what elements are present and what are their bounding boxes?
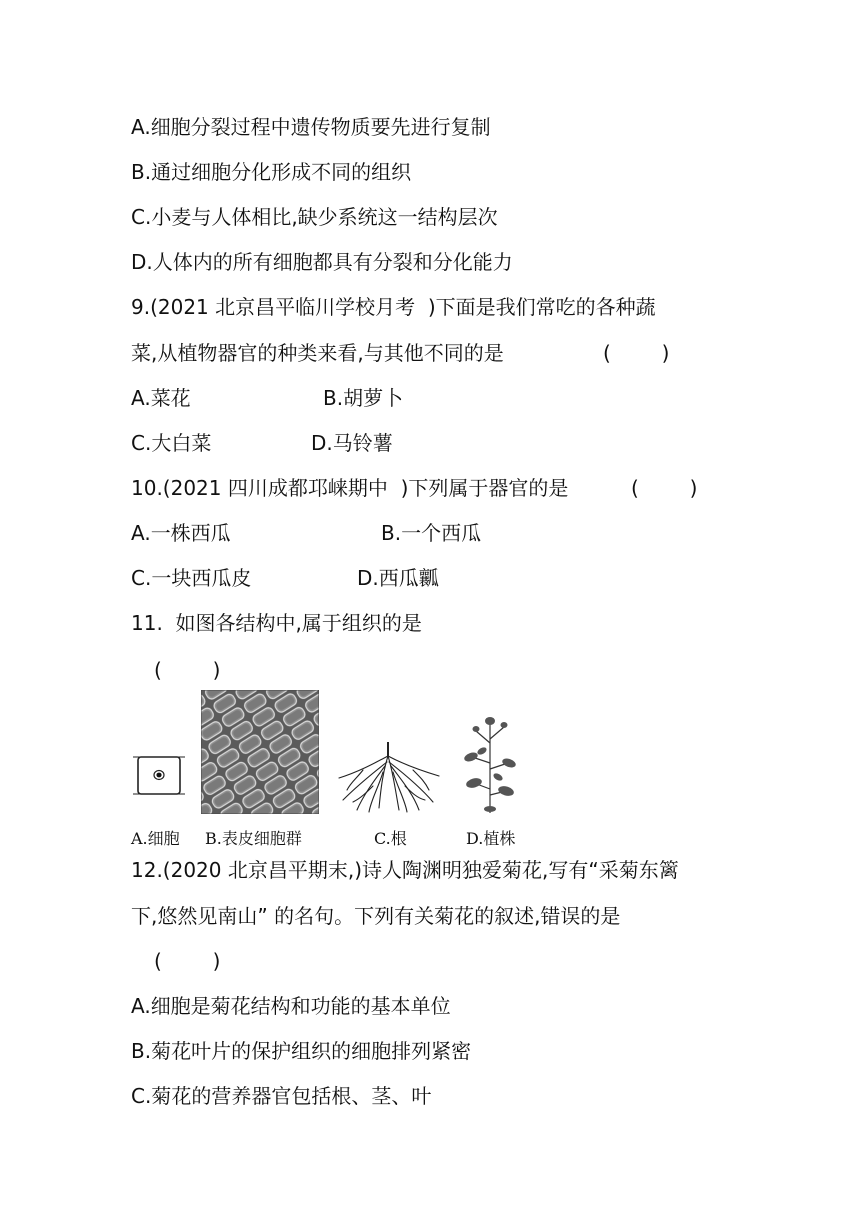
q10-option-a: A.一株西瓜 — [131, 521, 231, 545]
q8-option-b: B.通过细胞分化形成不同的组织 — [131, 160, 412, 184]
root-figure — [333, 742, 443, 814]
q11-stem: 11. 如图各结构中,属于组织的是 — [131, 611, 422, 635]
q12-option-a: A.细胞是菊花结构和功能的基本单位 — [131, 994, 451, 1018]
caption-c: C.根 — [374, 829, 407, 848]
caption-a: A.细胞 — [131, 829, 180, 848]
q12-option-c: C.菊花的营养器官包括根、茎、叶 — [131, 1084, 432, 1108]
q12-option-b: B.菊花叶片的保护组织的细胞排列紧密 — [131, 1039, 472, 1063]
q8-option-d: D.人体内的所有细胞都具有分裂和分化能力 — [131, 250, 513, 274]
q12-answer-bracket: ( ) — [154, 949, 221, 973]
q10-option-d: D.西瓜瓤 — [357, 566, 439, 590]
q10-option-b: B.一个西瓜 — [381, 521, 482, 545]
caption-b: B.表皮细胞群 — [205, 829, 302, 848]
q12-stem-line-1: 12.(2020 北京昌平期末,)诗人陶渊明独爱菊花,写有“采菊东篱 — [131, 858, 679, 882]
cell-figure — [133, 753, 185, 799]
plant-figure — [462, 713, 518, 815]
q9-stem-line-1: 9.(2021 北京昌平临川学校月考 )下面是我们常吃的各种蔬 — [131, 295, 656, 319]
q10-stem: 10.(2021 四川成都邛崃期中 )下列属于器官的是 — [131, 476, 569, 500]
q9-option-b: B.胡萝卜 — [323, 386, 404, 410]
epidermal-cells-figure — [201, 690, 319, 814]
q11-answer-bracket: ( ) — [154, 658, 221, 682]
q8-option-a: A.细胞分裂过程中遗传物质要先进行复制 — [131, 115, 491, 139]
caption-d: D.植株 — [466, 829, 516, 848]
q9-answer-bracket: ( ) — [603, 341, 670, 365]
q9-option-c: C.大白菜 — [131, 431, 212, 455]
q8-option-c: C.小麦与人体相比,缺少系统这一结构层次 — [131, 205, 498, 229]
q12-stem-line-2: 下,悠然见南山” 的名句。下列有关菊花的叙述,错误的是 — [131, 904, 621, 928]
q9-option-d: D.马铃薯 — [311, 431, 393, 455]
q9-option-a: A.菜花 — [131, 386, 191, 410]
q10-option-c: C.一块西瓜皮 — [131, 566, 252, 590]
q10-answer-bracket: ( ) — [631, 476, 698, 500]
q9-stem-line-2: 菜,从植物器官的种类来看,与其他不同的是 — [131, 341, 504, 365]
